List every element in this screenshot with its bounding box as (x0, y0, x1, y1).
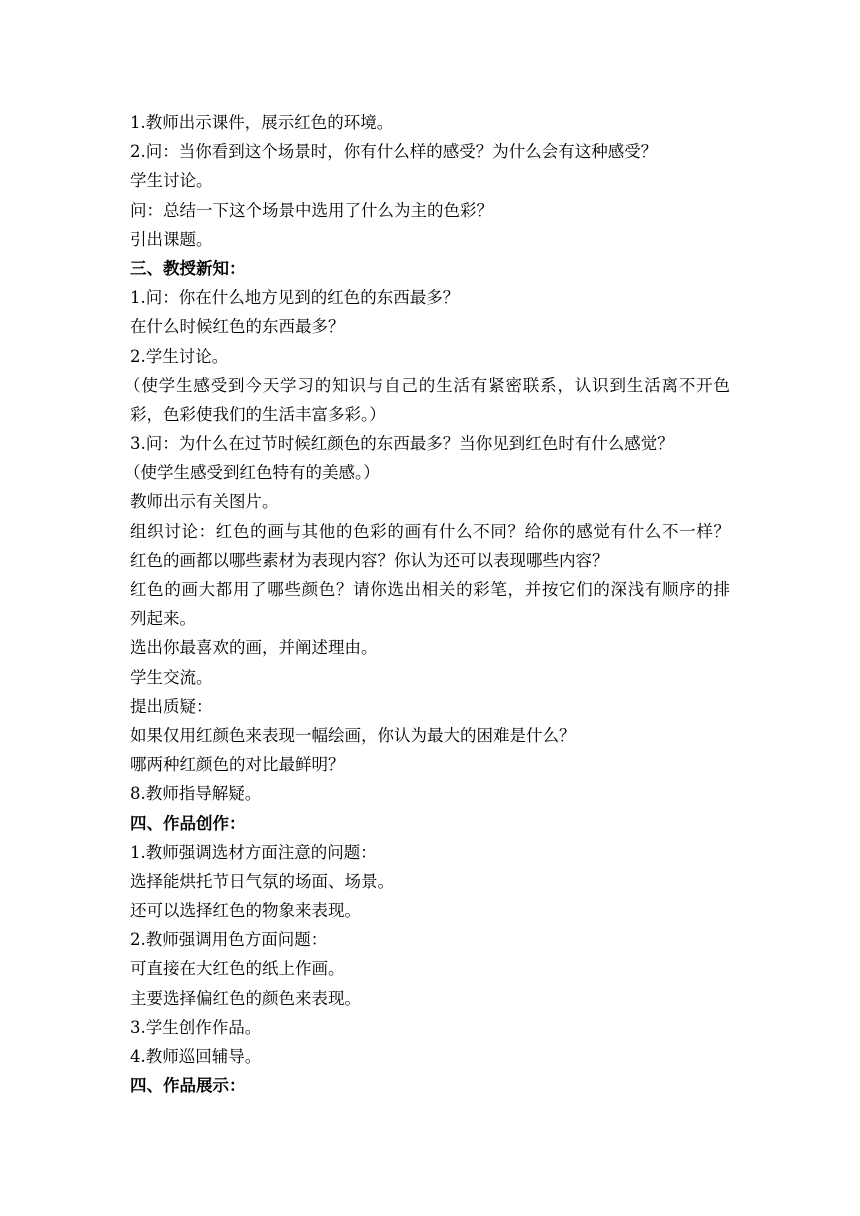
text-line-10: （使学生感受到今天学习的知识与自己的生活有紧密联系，认识到生活离不开色 (124, 375, 730, 395)
text-line-21: 提出质疑： (130, 696, 213, 716)
text-line-30: 可直接在大红色的纸上作画。 (130, 959, 345, 979)
section-heading-display: 四、作品展示： (130, 1076, 246, 1096)
section-heading-teach: 三、教授新知： (130, 258, 246, 278)
section-heading-create: 四、作品创作： (130, 813, 246, 833)
text-line-23: 哪两种红颜色的对比最鲜明？ (130, 755, 345, 775)
text-line-28: 还可以选择红色的物象来表现。 (130, 901, 361, 921)
text-line-3: 学生讨论。 (130, 171, 213, 191)
text-line-24: 8.教师指导解疑。 (130, 784, 262, 804)
text-line-31: 主要选择偏红色的颜色来表现。 (130, 988, 361, 1008)
text-line-11: 彩，色彩使我们的生活丰富多彩。） (130, 404, 386, 424)
text-line-29: 2.教师强调用色方面问题： (130, 930, 328, 950)
text-line-7: 1.问：你在什么地方见到的红色的东西最多？ (130, 288, 460, 308)
text-line-16: 红色的画都以哪些素材为表现内容？你认为还可以表现哪些内容？ (130, 550, 609, 570)
text-line-33: 4.教师巡回辅导。 (130, 1047, 262, 1066)
text-line-12: 3.问：为什么在过节时候红颜色的东西最多？当你见到红色时有什么感觉？ (130, 434, 674, 454)
text-line-18: 列起来。 (130, 609, 196, 629)
document-body (124, 108, 730, 1100)
text-line-9: 2.学生讨论。 (130, 346, 229, 366)
text-line-17: 红色的画大都用了哪些颜色？请你选出相关的彩笔，并按它们的深浅有顺序的排 (130, 580, 730, 599)
text-line-32: 3.学生创作作品。 (130, 1017, 262, 1037)
text-line-5: 引出课题。 (130, 229, 213, 249)
text-line-20: 学生交流。 (130, 667, 213, 687)
text-line-26: 1.教师强调选材方面注意的问题： (130, 842, 377, 862)
text-line-4: 问：总结一下这个场景中选用了什么为主的色彩？ (130, 200, 493, 220)
text-line-14: 教师出示有关图片。 (130, 492, 279, 512)
text-line-1: 1.教师出示课件，展示红色的环境。 (130, 113, 394, 132)
text-line-2: 2.问：当你看到这个场景时，你有什么样的感受？为什么会有这种感受？ (130, 142, 658, 162)
text-line-19: 选出你最喜欢的画，并阐述理由。 (130, 638, 378, 658)
text-line-27: 选择能烘托节日气氛的场面、场景。 (130, 871, 394, 891)
text-line-22: 如果仅用红颜色来表现一幅绘画，你认为最大的困难是什么？ (130, 725, 576, 745)
text-line-15: 组织讨论：红色的画与其他的色彩的画有什么不同？给你的感觉有什么不一样？ (130, 521, 730, 541)
text-line-13: （使学生感受到红色特有的美感。） (124, 463, 380, 483)
text-line-8: 在什么时候红色的东西最多？ (130, 317, 345, 337)
